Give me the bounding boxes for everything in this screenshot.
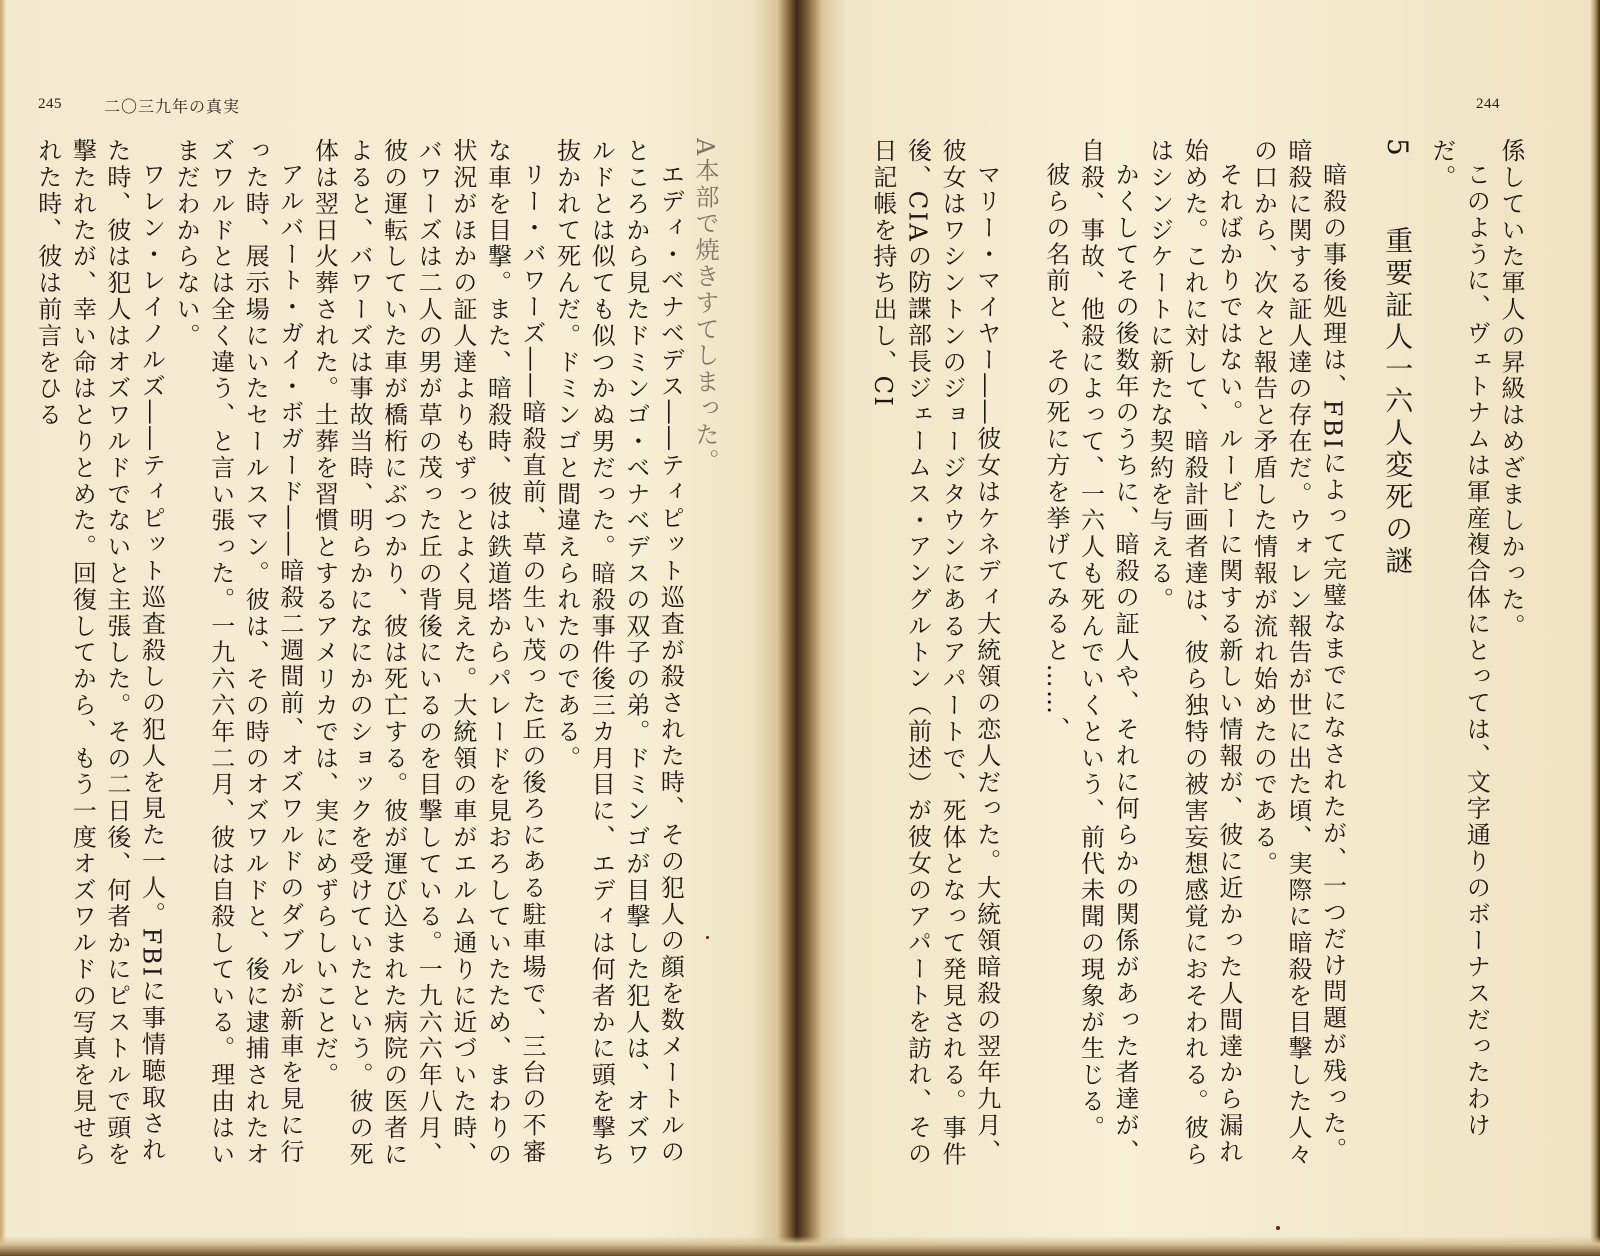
right-page-body — [832, 138, 1528, 1184]
paragraph: アルバート・ガイ・ボガード――暗殺二週間前、オズワルドのダブルが新車を見に行った時、展示場にいたセールスマン。彼は、その時のオズワルドと、後に逮捕されたオズワルドとは全く違う、と言い張った。一九六六年二月、彼は自殺している。理由はいまだわからない。 — [172, 138, 304, 1168]
page-edge-left — [0, 0, 6, 1256]
page-edge-bottom — [0, 1236, 1600, 1256]
chapter-heading — [1380, 138, 1415, 1184]
right-page-number: 244 — [1476, 96, 1500, 112]
ink-speck — [1276, 1226, 1280, 1230]
running-head: 二〇三九年の真実 — [104, 97, 241, 116]
paragraph: ワレン・レイノルズ――ティピット巡査殺しの犯人を見た一人。FBIに事情聴取された時、彼は犯人はオズワルドでないと主張した。その二日後、何者かにピストルで頭を撃たれたが、幸い命はとりとめた。回復してから、もう一度オズワルドの写真を見せられた時、彼は前言をひる — [34, 138, 166, 1168]
chapter-title: 重要証人一六人変死の謎 — [1381, 225, 1415, 578]
left-page-number: 245 — [38, 96, 62, 112]
paragraph: 暗殺の事後処理は、FBIによって完璧なまでになされたが、一つだけ問題が残った。暗殺に関する証人達の存在だ。ウォレン報告が世に出た頃、実際に暗殺を目撃した人々の口から、次々と報告と矛盾した情報が流れ始めたのである。 — [1249, 138, 1347, 1168]
paragraph: A本部で焼きすてしまった。 — [691, 138, 719, 475]
paragraph: 係していた軍人の昇級はめざましかった。 — [1497, 138, 1525, 640]
paragraph: そればかりではない。ルービーに関する新しい情報が、彼に近かった人間達から漏れ始めた。これに対して、暗殺計画者達は、彼ら独特の被害妄想感覚におそわれる。彼らはシンジケートに新たな契約を与える。 — [1145, 138, 1243, 1168]
ink-speck — [706, 936, 709, 939]
paragraph: リー・バワーズ――暗殺直前、草の生い茂った丘の後ろにある駐車場で、三台の不審な車を目撃。また、暗殺時、彼は鉄道塔からパレードを見おろしていたため、まわりの状況がほかの証人達よりもずっとよく見えた。大統領の車がエルム通りに近づいた時、バワーズは二人の男が草の茂った丘の背後にいるのを目撃している。一九六六年八月、彼の運転していた車が橋桁にぶつかり、彼は死亡する。彼が運び込まれた病院の医者によると、バワーズは事故当時、明らかになにかのショックを受けていたという。彼の死体は翌日火葬された。土葬を習慣とするアメリカでは、実にめずらしいことだ。 — [310, 138, 547, 1168]
left-page-body — [34, 138, 722, 1184]
chapter-number: 5 — [1381, 138, 1415, 160]
paragraph: エディ・ベナベデス――ティピット巡査が殺された時、その犯人の顔を数メートルのところから見たドミンゴ・ベナベデスの双子の弟。ドミンゴが目撃した犯人は、オズワルドとは似ても似つかぬ男だった。暗殺事件後三カ月目に、エディは何者かに頭を撃ち抜かれて死んだ。ドミンゴと間違えられたのである。 — [552, 138, 685, 1168]
paragraph: かくしてその後数年のうちに、暗殺の証人や、それに何らかの関係があった者達が、自殺、事故、他殺によって、一六人も死んでいくという、前代未聞の現象が生じる。 — [1076, 138, 1140, 1166]
paragraph: マリー・マイヤー――彼女はケネディ大統領の恋人だった。大統領暗殺の翌年九月、彼女はワシントンのジョージタウンにあるアパートで、死体となって発見される。事件後、CIAの防諜部長ジェームス・アングルトン（前述）が彼女のアパートを訪れ、その日記帳を持ち出し、CI — [868, 138, 1001, 1168]
paragraph: 彼らの名前と、その死に方を挙げてみると……、 — [1041, 162, 1070, 743]
paragraph: このように、ヴェトナムは軍産複合体にとっては、文字通りのボーナスだったわけだ。 — [1427, 138, 1491, 1139]
page-edge-right — [1590, 0, 1600, 1256]
